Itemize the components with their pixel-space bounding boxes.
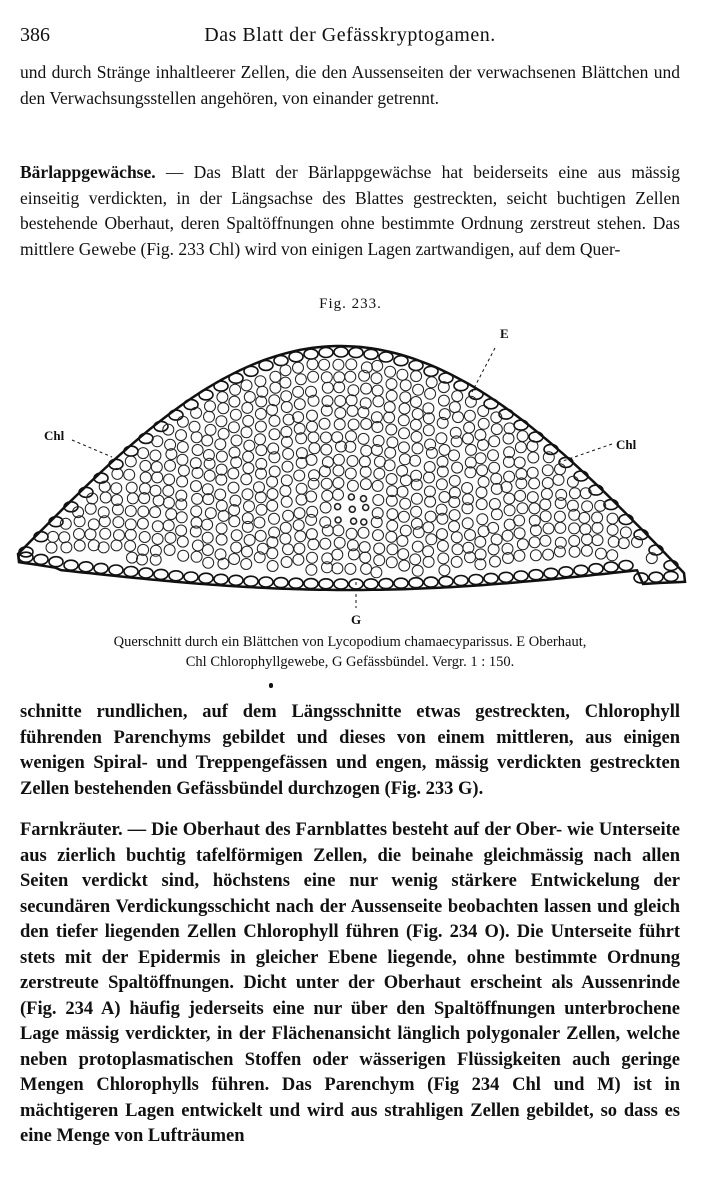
intro-paragraph: und durch Stränge inhaltleerer Zellen, die den Aussenseiten der verwachsenen Blättchen und den Verwachsungsstellen angehören, von einander getrennt. (20, 62, 680, 108)
page-number: 386 (20, 24, 50, 46)
pointer-line-E (472, 348, 495, 392)
label-chl-right: Chl (616, 437, 637, 452)
farn-section-title: Farnkräuter. (20, 820, 123, 840)
farn-paragraph (20, 818, 680, 1150)
page-header (20, 24, 680, 50)
leaf-cross-section-drawing (0, 320, 701, 625)
figure-233 (0, 320, 701, 625)
caption-line-2: Chl Chlorophyllgewebe, G Gefässbündel. Vergr. 1 : 150. (185, 654, 515, 670)
figure-label: Fig. 233. (319, 296, 382, 312)
pointer-line-chl-left (72, 440, 112, 457)
print-speck (269, 683, 273, 688)
label-E: E (500, 326, 509, 341)
farn-text: — Die Oberhaut des Farnblattes besteht auf der Ober- wie Unterseite aus zierlich buchtig tafelförmigen Zellen, die beinahe gleichmässig nach allen Seiten verdickt sind, höchstens eine nur wenig stärkere Entwickelung der secundären Verdickungsschicht nach der Aussenseite beobachten lassen und gleich den tiefer liegenden Zellen Chlorophyll führen (Fig. 234 O). Die Unterseite führt stets mit der Epidermis in gleicher Ebene liegende, ohne bestimmte Ordnung zerstreute Spaltöffnungen. Dicht unter der Oberhaut erscheint als Aussenrinde (Fig. 234 A) häufig jederseits eine nur über den Spaltöffnungen unterbrochene Lage mässig verdickter, in der Flächenansicht länglich polygonaler Zellen, welche neben protoplasmatischen Stoffen oder wässerigen Flüssigkeiten auch geringe Mengen Chlorophylls führen. Das Parenchym (Fig 234 Chl und M) ist in mächtigeren Lagen entwickelt und wird aus strahligen Zellen gebildet, so dass es eine Menge von Lufträumen (20, 820, 680, 1146)
label-G: G (351, 612, 362, 625)
running-title: Das Blatt der Gefässkryptogamen. (204, 24, 496, 46)
barlapp-section-title: Bärlappgewächse. (20, 162, 156, 182)
barlapp-paragraph (20, 160, 680, 262)
continuation-paragraph: schnitte rundlichen, auf dem Längsschnitte etwas gestreckten, Chlorophyll führenden Parenchyms gebildet und dieses von einem mittleren, aus einigen wenigen Spiral- und Treppengefässen und engen, mässig verdickten gestreckten Zellen bestehenden Gefässbündel durchzogen (Fig. 233 G). (20, 702, 680, 799)
figure-caption (20, 632, 680, 672)
caption-line-1: Querschnitt durch ein Blättchen von Lycopodium chamaecyparissus. E Oberhaut, (113, 634, 587, 650)
label-chl-left: Chl (44, 428, 65, 443)
barlapp-text: — Das Blatt der Bärlappgewächse hat beiderseits eine aus mässig einseitig verdickten, in der Längsachse des Blattes gestreckten, seicht buchtigen Zellen bestehende Oberhaut, deren Spaltöffnungen ohne bestimmte Ordnung zerstreut stehen. Das mittlere Gewebe (Fig. 233 Chl) wird von einigen Lagen zartwandigen, auf dem Quer- (20, 162, 680, 259)
